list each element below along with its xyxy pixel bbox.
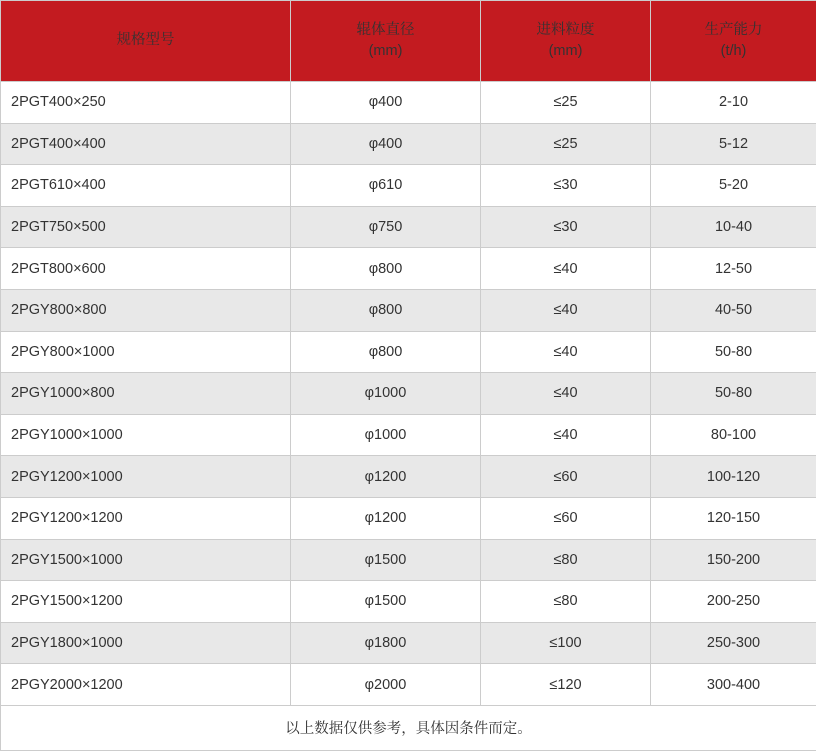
cell-model: 2PGY800×800 xyxy=(1,289,291,331)
cell-model: 2PGT400×400 xyxy=(1,123,291,165)
cell-model: 2PGT610×400 xyxy=(1,165,291,207)
cell-model: 2PGT800×600 xyxy=(1,248,291,290)
table-row xyxy=(1,373,816,415)
cell-feed: ≤120 xyxy=(481,664,651,706)
cell-feed: ≤25 xyxy=(481,82,651,124)
table-row xyxy=(1,289,816,331)
cell-diameter: φ2000 xyxy=(291,664,481,706)
cell-feed: ≤60 xyxy=(481,456,651,498)
cell-feed: ≤80 xyxy=(481,581,651,623)
column-header-model xyxy=(1,1,291,82)
cell-feed: ≤80 xyxy=(481,539,651,581)
cell-capacity: 40-50 xyxy=(651,289,816,331)
cell-diameter: φ750 xyxy=(291,206,481,248)
table-header-row xyxy=(1,1,816,82)
column-header-capacity xyxy=(651,1,816,82)
table-row xyxy=(1,539,816,581)
table-body xyxy=(1,82,816,706)
cell-diameter: φ1200 xyxy=(291,497,481,539)
table-row xyxy=(1,622,816,664)
cell-capacity: 2-10 xyxy=(651,82,816,124)
cell-diameter: φ1000 xyxy=(291,373,481,415)
cell-feed: ≤30 xyxy=(481,206,651,248)
table-header xyxy=(1,1,816,82)
column-header-capacity-unit: (t/h) xyxy=(652,41,815,62)
column-header-roller-diameter-title: 辊体直径 xyxy=(357,22,415,38)
cell-model: 2PGY1500×1200 xyxy=(1,581,291,623)
cell-capacity: 5-20 xyxy=(651,165,816,207)
cell-model: 2PGY2000×1200 xyxy=(1,664,291,706)
column-header-roller-diameter xyxy=(291,1,481,82)
cell-model: 2PGY1000×1000 xyxy=(1,414,291,456)
cell-diameter: φ1500 xyxy=(291,539,481,581)
cell-capacity: 12-50 xyxy=(651,248,816,290)
table-row xyxy=(1,206,816,248)
table-row xyxy=(1,165,816,207)
cell-feed: ≤25 xyxy=(481,123,651,165)
table-footnote-row xyxy=(1,705,816,750)
cell-capacity: 120-150 xyxy=(651,497,816,539)
cell-capacity: 80-100 xyxy=(651,414,816,456)
column-header-feed-size xyxy=(481,1,651,82)
cell-diameter: φ400 xyxy=(291,82,481,124)
cell-capacity: 150-200 xyxy=(651,539,816,581)
cell-model: 2PGY1500×1000 xyxy=(1,539,291,581)
cell-diameter: φ1800 xyxy=(291,622,481,664)
cell-feed: ≤40 xyxy=(481,289,651,331)
cell-feed: ≤40 xyxy=(481,373,651,415)
cell-capacity: 50-80 xyxy=(651,331,816,373)
cell-diameter: φ800 xyxy=(291,248,481,290)
cell-capacity: 5-12 xyxy=(651,123,816,165)
column-header-capacity-title: 生产能力 xyxy=(705,22,763,38)
table-row xyxy=(1,664,816,706)
cell-model: 2PGY1200×1000 xyxy=(1,456,291,498)
column-header-feed-size-title: 进料粒度 xyxy=(537,22,595,38)
cell-model: 2PGY1200×1200 xyxy=(1,497,291,539)
table-row xyxy=(1,331,816,373)
table-row xyxy=(1,414,816,456)
cell-feed: ≤40 xyxy=(481,248,651,290)
cell-feed: ≤40 xyxy=(481,414,651,456)
cell-model: 2PGT750×500 xyxy=(1,206,291,248)
cell-capacity: 100-120 xyxy=(651,456,816,498)
cell-feed: ≤60 xyxy=(481,497,651,539)
cell-model: 2PGY800×1000 xyxy=(1,331,291,373)
cell-diameter: φ1200 xyxy=(291,456,481,498)
cell-capacity: 50-80 xyxy=(651,373,816,415)
table-row xyxy=(1,581,816,623)
cell-capacity: 200-250 xyxy=(651,581,816,623)
cell-diameter: φ800 xyxy=(291,289,481,331)
cell-capacity: 10-40 xyxy=(651,206,816,248)
cell-model: 2PGT400×250 xyxy=(1,82,291,124)
column-header-feed-size-unit: (mm) xyxy=(482,41,649,62)
cell-diameter: φ610 xyxy=(291,165,481,207)
table-footer xyxy=(1,705,816,750)
table-footnote: 以上数据仅供参考，具体因条件而定。 xyxy=(1,705,816,750)
cell-diameter: φ1500 xyxy=(291,581,481,623)
table-row xyxy=(1,248,816,290)
cell-feed: ≤40 xyxy=(481,331,651,373)
table-row xyxy=(1,123,816,165)
cell-diameter: φ1000 xyxy=(291,414,481,456)
table-row xyxy=(1,82,816,124)
table-row xyxy=(1,497,816,539)
table-row xyxy=(1,456,816,498)
column-header-roller-diameter-unit: (mm) xyxy=(292,41,479,62)
cell-diameter: φ800 xyxy=(291,331,481,373)
cell-feed: ≤30 xyxy=(481,165,651,207)
cell-capacity: 300-400 xyxy=(651,664,816,706)
cell-capacity: 250-300 xyxy=(651,622,816,664)
cell-diameter: φ400 xyxy=(291,123,481,165)
cell-feed: ≤100 xyxy=(481,622,651,664)
cell-model: 2PGY1000×800 xyxy=(1,373,291,415)
cell-model: 2PGY1800×1000 xyxy=(1,622,291,664)
column-header-model-title: 规格型号 xyxy=(117,32,175,48)
